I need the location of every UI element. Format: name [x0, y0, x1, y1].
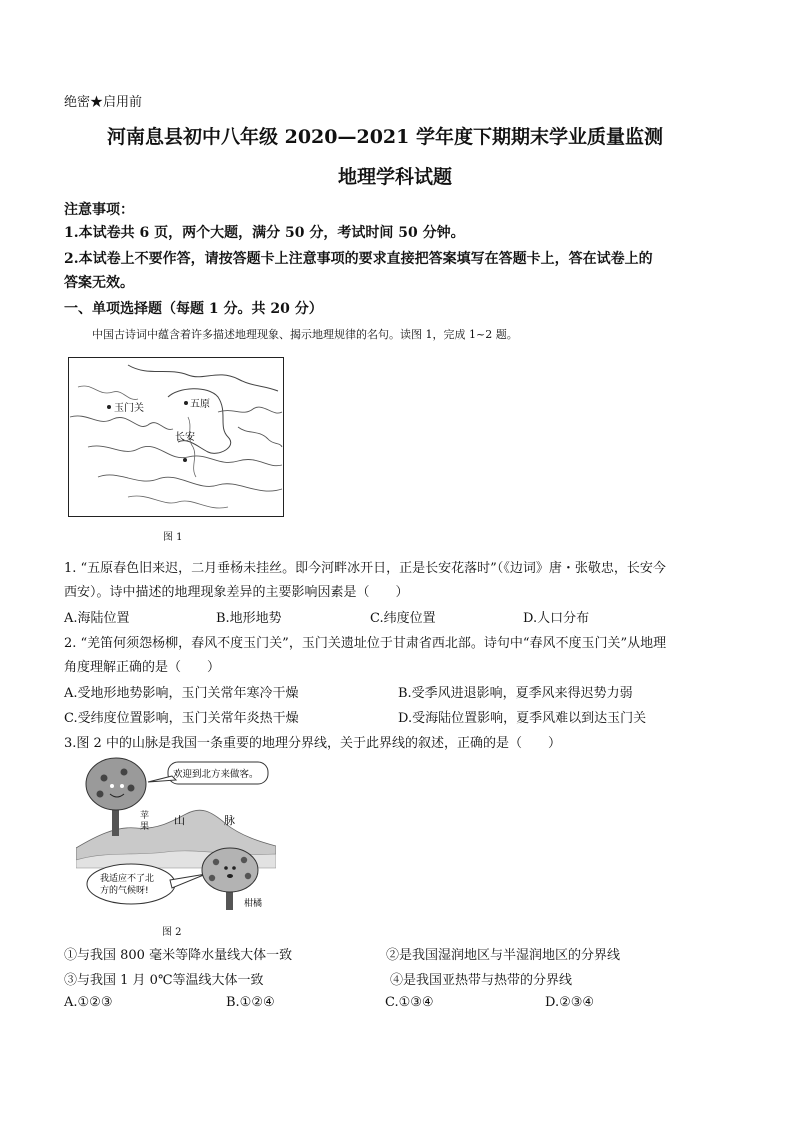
q3-statement-1: ①与我国 800 毫米等降水量线大体一致: [64, 948, 293, 963]
q3-stem: 3.图 2 中的山脉是我国一条重要的地理分界线，关于此界线的叙述，正确的是（ ）: [64, 736, 561, 751]
apple-label-2: 果: [140, 822, 150, 832]
notice-item-2-cont: 答案无效。: [64, 275, 134, 291]
q2-stem-cont: 角度理解正确的是（ ）: [64, 660, 221, 675]
q2-stem: 2. “羌笛何须怨杨柳，春风不度玉门关”，玉门关遗址位于甘肃省西北部。诗句中“春风不度玉门关”从地理: [64, 636, 667, 651]
q1-stem: 1. “五原春色旧来迟，二月垂杨未挂丝。即今河畔冰开日，正是长安花落时”（《边词》唐・张敬忠，长安今: [64, 561, 666, 576]
bubble-bottom-line1: 我适应不了北: [100, 874, 155, 884]
apple-label-1: 苹: [140, 811, 150, 821]
orange-label: 柑橘: [244, 899, 263, 909]
q3-option-c[interactable]: C.①③④: [385, 995, 434, 1010]
q1-stem-cont: 西安）。诗中描述的地理现象差异的主要影响因素是（ ）: [64, 585, 409, 600]
mountain-label-right: 脉: [224, 814, 235, 827]
q2-option-b[interactable]: B.受季风进退影响，夏季风来得迟势力弱: [398, 686, 633, 701]
q3-option-d[interactable]: D.②③④: [545, 995, 595, 1010]
label-changan: 长安: [175, 432, 195, 443]
section-heading: 一、单项选择题（每题 1 分。共 20 分）: [64, 301, 323, 317]
q1-option-c[interactable]: C.纬度位置: [370, 611, 436, 626]
figure-1-caption: 图 1: [163, 532, 183, 543]
q1-option-a[interactable]: A.海陆位置: [64, 611, 130, 626]
figure-1-map: [68, 357, 284, 517]
section-intro: 中国古诗词中蕴含着许多描述地理现象、揭示地理规律的名句。读图 1，完成 1~2 题。: [92, 328, 518, 341]
bubble-top-text: 欢迎到北方来做客。: [173, 769, 259, 780]
notice-item-2: 2.本试卷上不要作答，请按答题卡上注意事项的要求直接把答案填写在答题卡上，答在试卷上的: [64, 251, 653, 267]
q3-option-b[interactable]: B.①②④: [226, 995, 275, 1010]
notice-item-1: 1.本试卷共 6 页，两个大题，满分 50 分，考试时间 50 分钟。: [64, 225, 465, 241]
q1-option-b[interactable]: B.地形地势: [216, 611, 282, 626]
q3-option-a[interactable]: A.①②③: [64, 995, 113, 1010]
q1-option-d[interactable]: D.人口分布: [523, 611, 590, 626]
figure-2-cartoon: [76, 756, 276, 914]
label-yumenguan: 玉门关: [114, 403, 144, 414]
figure-2-caption: 图 2: [162, 927, 182, 938]
notice-heading: 注意事项：: [64, 202, 134, 218]
q3-statement-3: ③与我国 1 月 0℃等温线大体一致: [64, 973, 264, 988]
secret-label: 绝密★启用前: [64, 95, 143, 110]
q2-option-d[interactable]: D.受海陆位置影响，夏季风难以到达玉门关: [398, 711, 647, 726]
q2-option-a[interactable]: A.受地形地势影响，玉门关常年寒冷干燥: [64, 686, 299, 701]
q2-option-c[interactable]: C.受纬度位置影响，玉门关常年炎热干燥: [64, 711, 299, 726]
label-wuyuan: 五原: [190, 399, 210, 410]
q3-statement-2: ②是我国湿润地区与半湿润地区的分界线: [386, 948, 621, 963]
bubble-bottom-line2: 方的气候呀!: [100, 886, 149, 896]
page-subtitle: 地理学科试题: [338, 166, 453, 188]
mountain-label-left: 山: [174, 814, 185, 827]
q3-statement-4: ④是我国亚热带与热带的分界线: [390, 973, 573, 988]
page-title: 河南息县初中八年级 2020—2021 学年度下期期末学业质量监测: [107, 126, 663, 148]
